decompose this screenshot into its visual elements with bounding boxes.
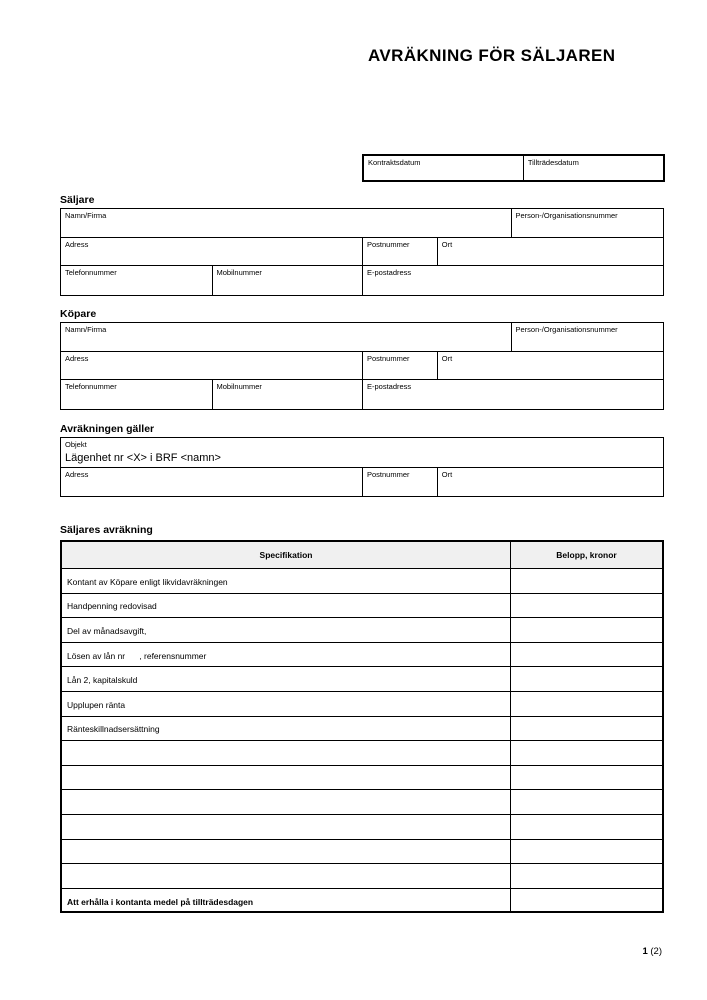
settlement-header-row [62,542,662,569]
seller-row-address [61,238,663,266]
seller-email-label: E-postadress [367,268,412,277]
object-city-field [438,468,663,496]
buyer-zip-label: Postnummer [366,354,410,363]
document-title: AVRÄKNING FÖR SÄLJAREN [368,46,616,65]
seller-row-contact [61,266,663,295]
seller-zip-field [363,238,438,265]
buyer-name-field [61,323,512,351]
settlement-row [62,667,662,692]
possession-date-field [524,156,663,180]
settlement-row [62,643,662,668]
settlement-row [62,692,662,717]
amount-cell [511,618,662,642]
seller-org-field [512,209,664,237]
total-label-cell: Att erhålla i kontanta medel på tillträdesdagen [62,889,511,913]
seller-row-name [61,209,663,238]
settlement-row [62,569,662,594]
buyer-heading: Köpare [60,308,97,320]
object-section-heading: Avräkningen gäller [60,423,155,435]
seller-address-field [61,238,363,265]
specification-cell [62,840,511,864]
specification-cell [62,790,511,814]
buyer-name-label: Namn/Firma [65,325,107,334]
settlement-total-row [62,889,662,913]
specification-cell: Del av månadsavgift, [62,618,511,642]
seller-org-label: Person-/Organisationsnummer [515,211,618,220]
specification-cell: Upplupen ränta [62,692,511,716]
seller-address-label: Adress [65,240,89,249]
amount-cell [511,766,662,790]
amount-cell [511,717,662,741]
buyer-email-label: E-postadress [367,382,412,391]
amount-cell [511,840,662,864]
specification-cell [62,864,511,888]
settlement-row [62,766,662,791]
dates-row [364,156,663,180]
specification-cell [62,741,511,765]
buyer-mobile-label: Mobilnummer [216,382,262,391]
total-amount-cell [511,889,662,913]
buyer-org-label: Person-/Organisationsnummer [515,325,618,334]
buyer-row-address [61,352,663,380]
seller-mobile-label: Mobilnummer [216,268,262,277]
amount-cell [511,569,662,593]
seller-phone-label: Telefonnummer [65,268,117,277]
page-number-total: (2) [650,946,662,957]
seller-table [60,208,664,296]
page-number [580,946,662,957]
buyer-city-label: Ort [441,354,453,363]
specification-cell [62,766,511,790]
buyer-row-name [61,323,663,352]
seller-zip-label: Postnummer [366,240,410,249]
settlement-row [62,815,662,840]
object-value: Lägenhet nr <X> i BRF <namn> [65,452,221,464]
specification-cell: Lösen av lån nr , referensnummer [62,643,511,667]
settlement-row [62,594,662,619]
amount-cell [511,815,662,839]
contract-date-label: Kontraktsdatum [368,158,421,167]
object-address-label: Adress [65,470,89,479]
buyer-phone-field [61,380,213,409]
seller-city-label: Ort [441,240,453,249]
specification-cell: Kontant av Köpare enligt likvidavräkningen [62,569,511,593]
buyer-table [60,322,664,410]
seller-name-label: Namn/Firma [65,211,107,220]
amount-cell [511,643,662,667]
specification-cell: Ränteskillnadsersättning [62,717,511,741]
amount-cell [511,864,662,888]
amount-cell [511,594,662,618]
dates-box [362,154,665,182]
buyer-org-field [512,323,664,351]
buyer-address-label: Adress [65,354,89,363]
settlement-row [62,864,662,889]
amount-cell [511,692,662,716]
seller-email-field [363,266,663,295]
seller-name-field [61,209,512,237]
seller-mobile-field [213,266,364,295]
seller-city-field [438,238,663,265]
specification-cell: Handpenning redovisad [62,594,511,618]
object-row [61,438,663,468]
buyer-email-field [363,380,663,409]
col-header-amount: Belopp, kronor [556,550,617,560]
amount-cell [511,790,662,814]
object-zip-label: Postnummer [366,470,410,479]
possession-date-label: Tillträdesdatum [527,158,579,167]
col-header-specification: Specifikation [62,542,511,568]
buyer-mobile-field [213,380,364,409]
object-label: Objekt [65,440,87,449]
buyer-city-field [438,352,663,379]
seller-heading: Säljare [60,194,95,206]
amount-cell [511,741,662,765]
settlement-table [60,540,664,913]
buyer-zip-field [363,352,438,379]
settlement-row [62,741,662,766]
seller-phone-field [61,266,213,295]
object-address-row [61,468,663,496]
specification-cell [62,815,511,839]
object-address-field [61,468,363,496]
object-zip-field [363,468,438,496]
object-city-label: Ort [441,470,453,479]
settlement-row [62,618,662,643]
specification-cell: Lån 2, kapitalskuld [62,667,511,691]
contract-date-field [364,156,524,180]
buyer-row-contact [61,380,663,409]
settlement-heading: Säljares avräkning [60,524,153,536]
settlement-row [62,717,662,742]
settlement-row [62,840,662,865]
page-number-current: 1 [642,946,648,957]
buyer-phone-label: Telefonnummer [65,382,117,391]
settlement-row [62,790,662,815]
object-table [60,437,664,497]
amount-cell [511,667,662,691]
object-field [61,438,663,467]
buyer-address-field [61,352,363,379]
